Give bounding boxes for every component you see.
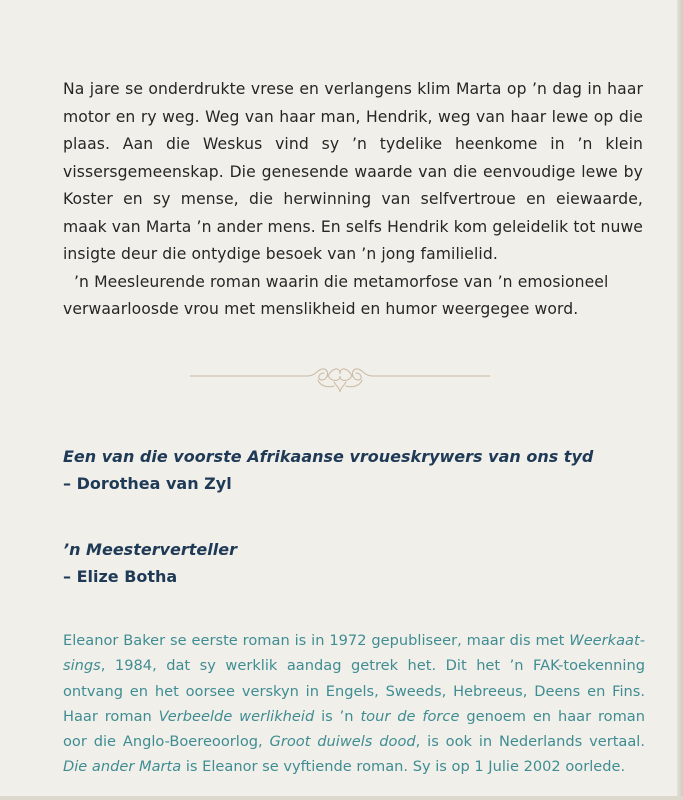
bio-phrase: tour de force	[360, 707, 460, 725]
bio-book-title: Groot duiwels dood	[269, 733, 416, 751]
blurb-paragraph: Na jare se onderdrukte vrese en verlangens klim Marta op ’n dag in haar motor en ry weg. Weg van haar man, Hendrik, weg van haar lewe op die plaas. Aan die Weskus vind sy ’n tydelike heenkome in ’n klein vissersgemeenskap. Die genesende waarde van die eenvoudige lewe by Koster en sy mense, die herwinning van selfvertroue en eiewaarde, maak van Marta ’n ander mens. En selfs Hendrik kom geleidelik tot nuwe insigte deur die ontydige besoek van ’n jong familielid.	[63, 80, 643, 263]
blurb	[63, 76, 643, 324]
bio-text: is ’n	[314, 707, 361, 725]
bio-text: Eleanor Baker se eerste roman is in 1972 gepubliseer, maar dis met	[63, 632, 570, 649]
quote	[63, 443, 623, 497]
bio-book-title: Weerkaatsings	[63, 632, 645, 675]
bio-book-title: Verbeelde werlikheid	[158, 707, 315, 725]
page-edge	[677, 0, 683, 800]
bio-text: is Eleanor se vyftiende roman. Sy is op 1 Julie 2002 oorlede.	[181, 758, 626, 776]
author-bio-paragraph	[63, 628, 645, 780]
flourish-divider-icon	[190, 356, 490, 396]
quote-text: ’n Meesterverteller	[63, 540, 237, 559]
bio-text: genoem en haar roman oor die Anglo-Boereoorlog,	[63, 707, 645, 751]
bio-text: , is ook in Nederlands vertaal.	[415, 733, 645, 751]
quote-author: – Dorothea van Zyl	[63, 474, 232, 493]
quote	[63, 536, 623, 590]
blurb-paragraph: ’n Meesleurende roman waarin die metamorfose van ’n emosioneel verwaarloosde vrou met menslikheid en humor weergegee word.	[63, 272, 609, 318]
bio-text: , 1984, dat sy werklik aandag getrek het. Dit het ’n FAK-toekenning ontvang en het oorsee verskyn in Engels, Sweeds, Hebreeus, Deens en Fins. Haar roman	[63, 657, 645, 725]
author-bio	[63, 628, 645, 780]
quote-author: – Elize Botha	[63, 567, 178, 586]
bio-book-title: Die ander Marta	[63, 758, 182, 776]
page-edge	[0, 796, 683, 800]
quote-text: Een van die voorste Afrikaanse vroueskrywers van ons tyd	[63, 447, 594, 466]
